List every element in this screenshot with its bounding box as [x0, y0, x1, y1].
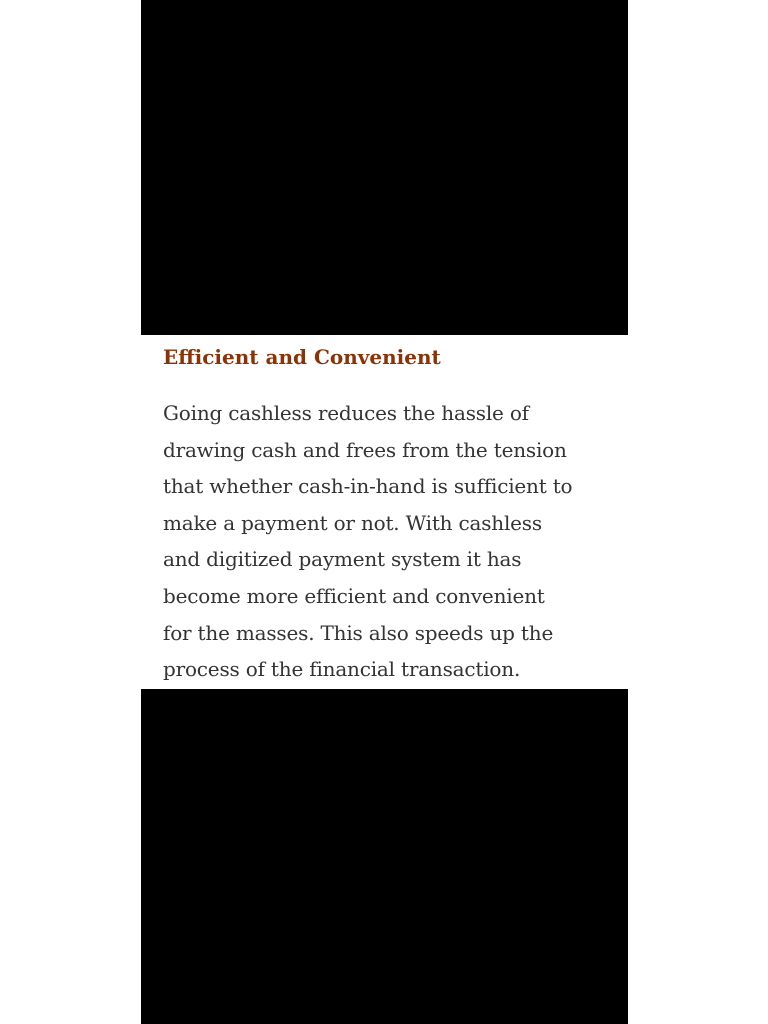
- paragraph-line: and digitized payment system it has: [163, 547, 522, 572]
- paragraph-line: drawing cash and frees from the tension: [163, 437, 567, 462]
- article-section: [163, 335, 613, 688]
- paragraph-line: process of the financial transaction.: [163, 657, 521, 682]
- article-paragraph: [163, 395, 613, 688]
- paragraph-line: Going cashless reduces the hassle of: [163, 401, 529, 425]
- section-heading: Efficient and Convenient: [163, 345, 441, 369]
- paragraph-line: make a payment or not. With cashless: [163, 510, 542, 535]
- paragraph-line: for the masses. This also speeds up the: [163, 620, 554, 645]
- top-media-placeholder: [141, 0, 628, 335]
- bottom-media-placeholder: [141, 689, 628, 1024]
- paragraph-line: that whether cash-in-hand is sufficient to: [163, 474, 573, 499]
- paragraph-line: become more efficient and convenient: [163, 583, 545, 608]
